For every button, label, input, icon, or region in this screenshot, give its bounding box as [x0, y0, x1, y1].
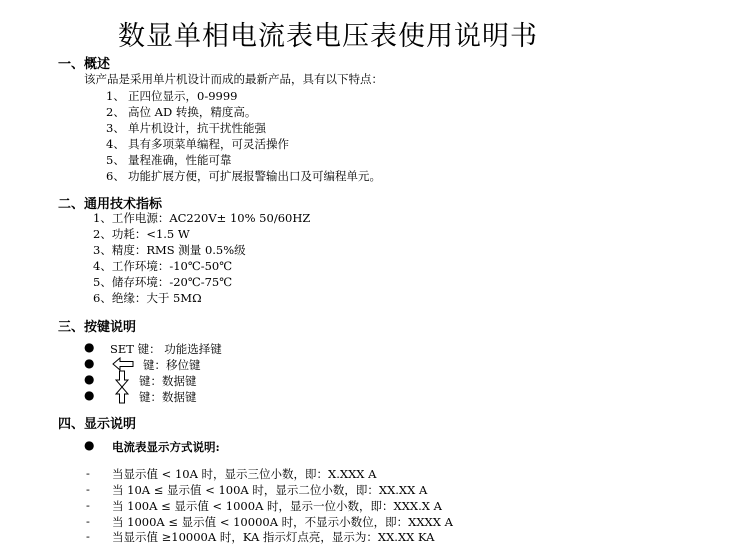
dash: -: [86, 498, 90, 512]
display-rule: 当 100A ≤ 显示值 < 1000A 时，显示一位小数，即：XXX.X A: [112, 499, 442, 513]
overview-item-num: 4、: [106, 137, 125, 151]
overview-item-num: 6、: [106, 169, 125, 183]
section-heading-overview: 一、概述: [58, 57, 111, 72]
section-heading-display: 四、显示说明: [58, 417, 137, 432]
up-arrow-icon: [115, 386, 129, 404]
key-left-label: 键：移位键: [143, 358, 201, 372]
spec-item: 1、工作电源：AC220V± 10% 50/60HZ: [93, 211, 311, 225]
left-arrow-icon: [112, 357, 134, 371]
display-subheading: 电流表显示方式说明:: [112, 440, 220, 454]
key-up-label: 键：数据键: [139, 390, 197, 404]
section-heading-keys: 三、按键说明: [58, 320, 137, 335]
spec-item: 2、功耗：<1.5 W: [93, 227, 190, 241]
overview-item-text: 量程准确，性能可靠: [128, 153, 232, 167]
overview-item-text: 单片机设计，抗干扰性能强: [128, 121, 266, 135]
bullet: ●: [84, 372, 95, 386]
dash: -: [86, 466, 90, 480]
dash: -: [86, 514, 90, 528]
display-rule: 当显示值 < 10A 时，显示三位小数，即：X.XXX A: [112, 467, 377, 481]
overview-item-text: 具有多项菜单编程，可灵活操作: [128, 137, 289, 151]
overview-item-num: 1、: [106, 89, 125, 103]
display-rule: 当显示值 ≥10000A 时，KA 指示灯点亮，显示为：XX.XX KA: [112, 530, 435, 544]
key-down-label: 键：数据键: [139, 374, 197, 388]
overview-item-num: 2、: [106, 105, 125, 119]
spec-item: 3、精度：RMS 测量 0.5%级: [93, 243, 246, 257]
dash: -: [86, 529, 90, 543]
overview-item-text: 正四位显示，0-9999: [128, 89, 238, 103]
key-set-label: SET 键： 功能选择键: [110, 342, 222, 356]
bullet: ●: [84, 388, 95, 402]
display-rule: 当 1000A ≤ 显示值 < 10000A 时，不显示小数位，即：XXXX A: [112, 515, 453, 529]
section-heading-specs: 二、通用技术指标: [58, 197, 163, 212]
bullet: ●: [84, 356, 95, 370]
page-title: 数显单相电流表电压表使用说明书: [118, 21, 538, 52]
spec-item: 5、储存环境：-20℃-75℃: [93, 275, 233, 289]
spec-item: 6、绝缘：大于 5MΩ: [93, 291, 202, 305]
overview-intro: 该产品是采用单片机设计而成的最新产品，具有以下特点：: [84, 72, 383, 86]
overview-item-text: 高位 AD 转换，精度高。: [128, 105, 257, 119]
spec-item: 4、工作环境：-10℃-50℃: [93, 259, 233, 273]
display-rule: 当 10A ≤ 显示值 < 100A 时，显示二位小数，即：XX.XX A: [112, 483, 428, 497]
bullet: ●: [84, 340, 95, 354]
overview-item-num: 5、: [106, 153, 125, 167]
overview-item-num: 3、: [106, 121, 125, 135]
bullet: ●: [84, 438, 95, 452]
overview-item-text: 功能扩展方便，可扩展报警输出口及可编程单元。: [128, 169, 381, 183]
dash: -: [86, 482, 90, 496]
